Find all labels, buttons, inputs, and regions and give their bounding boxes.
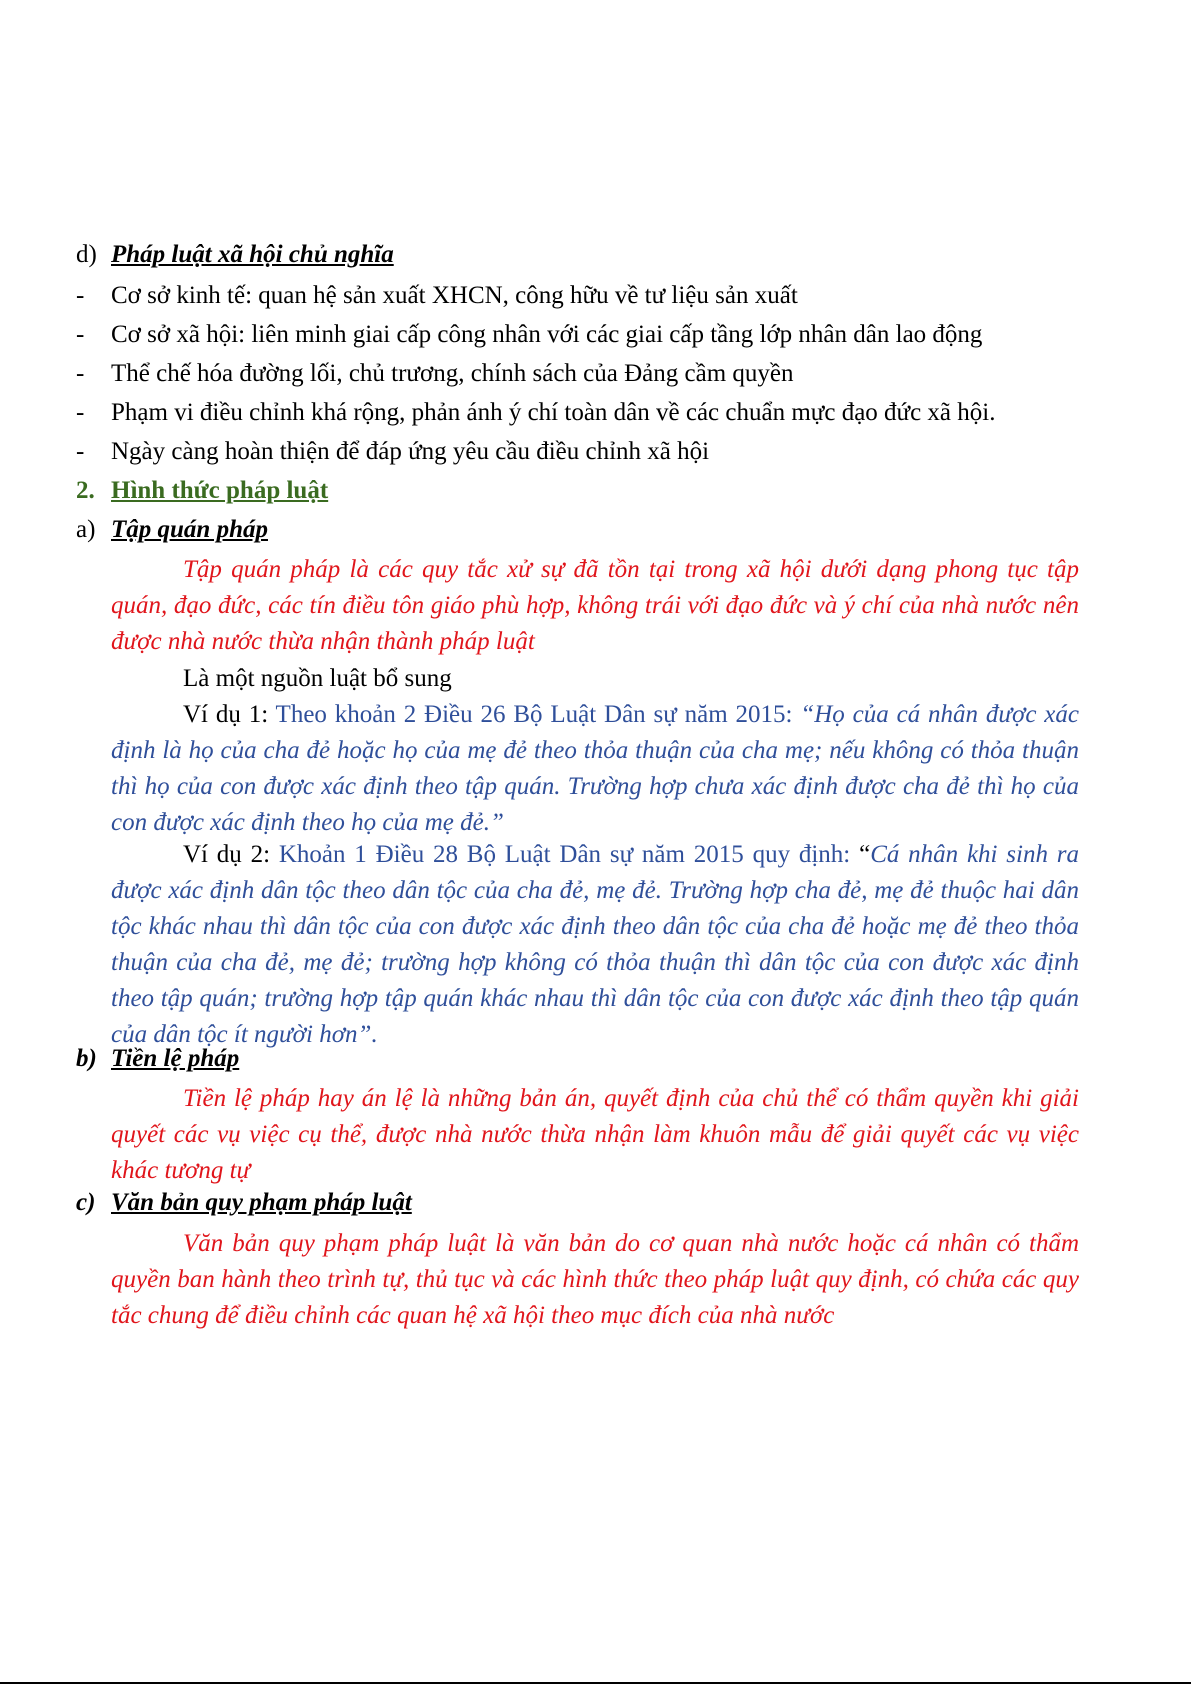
section-a-title: Tập quán pháp <box>111 516 268 543</box>
bullet-marker: - <box>76 282 85 309</box>
section-b-marker: b) <box>76 1045 97 1072</box>
example-2-source: Khoản 1 Điều 28 Bộ Luật Dân sự năm 2015 quy định: <box>278 841 851 868</box>
example-2 <box>111 837 1079 1053</box>
bullet-marker: - <box>76 438 85 465</box>
section-c-definition: Văn bản quy phạm pháp luật là văn bản do cơ quan nhà nước hoặc cá nhân có thẩm quyền ban hành theo trình tự, thủ tục và các hình thức theo pháp luật quy định, có chứa các quy tắc chung để điều chỉnh các quan hệ xã hội theo mục đích của nhà nước <box>111 1230 1079 1329</box>
bullet-text: Thể chế hóa đường lối, chủ trương, chính sách của Đảng cầm quyền <box>111 360 794 387</box>
section-b-definition: Tiền lệ pháp hay án lệ là những bản án, quyết định của chủ thể có thẩm quyền khi giải quyết các vụ việc cụ thể, được nhà nước thừa nhận làm khuôn mẫu để giải quyết các vụ việc khác tương tự <box>111 1085 1079 1184</box>
bullet-text: Cơ sở kinh tế: quan hệ sản xuất XHCN, công hữu về tư liệu sản xuất <box>111 282 798 309</box>
bullet-marker: - <box>76 360 85 387</box>
section-a-definition: Tập quán pháp là các quy tắc xử sự đã tồn tại trong xã hội dưới dạng phong tục tập quán, đạo đức, các tín điều tôn giáo phù hợp, không trái với đạo đức và ý chí của nhà nước nên được nhà nước thừa nhận thành pháp luật <box>111 556 1079 655</box>
section-2-marker: 2. <box>76 477 95 504</box>
bullet-text: Phạm vi điều chỉnh khá rộng, phản ánh ý chí toàn dân về các chuẩn mực đạo đức xã hội. <box>111 399 996 426</box>
example-1-label: Ví dụ 1: <box>183 701 269 728</box>
bullet-marker: - <box>76 399 85 426</box>
example-2-quote: Cá nhân khi sinh ra được xác định dân tộc theo dân tộc của cha đẻ, mẹ đẻ. Trường hợp cha đẻ, mẹ đẻ thuộc hai dân tộc khác nhau thì dân tộc của con được xác định theo dân tộc của cha đẻ hoặc mẹ đẻ theo thỏa thuận của cha đẻ, mẹ đẻ; trường hợp không có thỏa thuận thì dân tộc của con được xác định theo tập quán; trường hợp tập quán khác nhau thì dân tộc của con được xác định theo tập quán của dân tộc ít người hơn”. <box>111 841 1080 1048</box>
section-d-title: Pháp luật xã hội chủ nghĩa <box>111 241 394 268</box>
example-2-open-quote: “ <box>859 841 871 868</box>
section-c-marker: c) <box>76 1189 96 1216</box>
section-2-title: Hình thức pháp luật <box>111 477 329 504</box>
section-b-title: Tiền lệ pháp <box>111 1045 240 1072</box>
section-a-note: Là một nguồn luật bổ sung <box>183 665 452 692</box>
page-bottom-rule <box>0 1682 1191 1684</box>
example-1-quote: “Họ của cá nhân được xác định là họ của cha đẻ hoặc họ của mẹ đẻ theo thỏa thuận của cha mẹ; nếu không có thỏa thuận thì họ của con được xác định theo tập quán. Trường hợp chưa xác định được cha đẻ thì họ của con được xác định theo họ của mẹ đẻ.” <box>111 701 1079 836</box>
section-a-marker: a) <box>76 516 96 543</box>
example-2-label: Ví dụ 2: <box>183 841 271 868</box>
section-c-title: Văn bản quy phạm pháp luật <box>111 1189 412 1216</box>
bullet-marker: - <box>76 321 85 348</box>
example-1-source: Theo khoản 2 Điều 26 Bộ Luật Dân sự năm 2015: <box>275 701 793 728</box>
section-d-marker: d) <box>76 241 97 268</box>
bullet-text: Ngày càng hoàn thiện để đáp ứng yêu cầu điều chỉnh xã hội <box>111 438 710 465</box>
example-1 <box>111 697 1079 841</box>
bullet-text: Cơ sở xã hội: liên minh giai cấp công nhân với các giai cấp tầng lớp nhân dân lao động <box>111 321 983 348</box>
